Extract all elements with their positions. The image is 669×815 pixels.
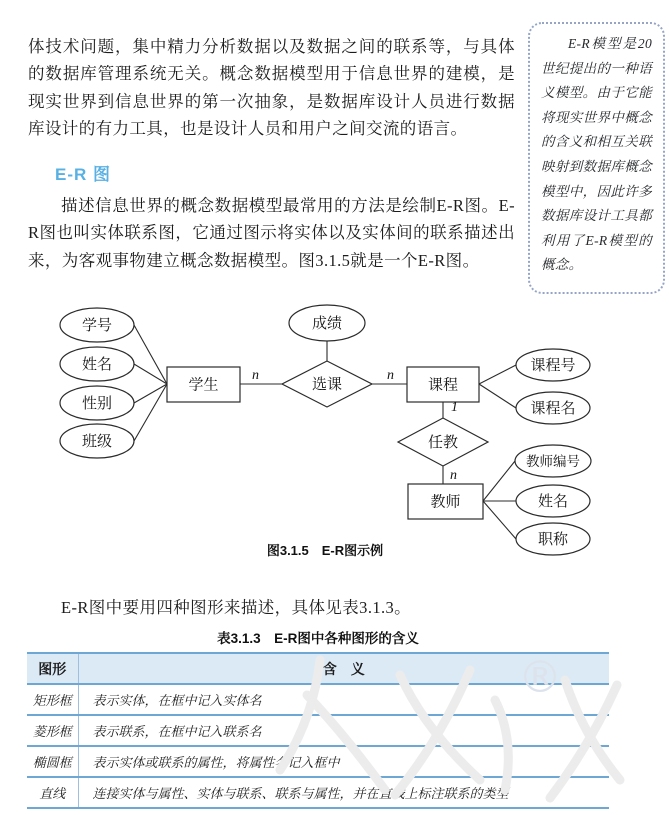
diagram-node-attr-course-name xyxy=(516,392,590,424)
cardinality-label: 1 xyxy=(451,400,458,415)
connector-line xyxy=(483,501,516,539)
node-label: 学生 xyxy=(188,377,219,394)
node-label: 学号 xyxy=(81,318,113,334)
node-label: 姓名 xyxy=(81,357,113,373)
table-row xyxy=(27,777,609,808)
connector-line xyxy=(479,384,516,408)
figure-caption: 图3.1.5 E-R图示例 xyxy=(266,543,384,558)
table-row xyxy=(27,715,609,746)
body-paragraph-1: 体技术问题，集中精力分析数据以及数据之间的联系等，与具体的数据库管理系统无关。概念数据模型用于信息世界的建模，是现实世界到信息世界的第一次抽象，是数据库设计人员进行数据库设计的有力工具，也是设计人员和用户之间交流的语言。 xyxy=(28,36,515,138)
diagram-node-relation-course-selection xyxy=(282,361,372,407)
diagram-node-relation-teaching xyxy=(398,418,488,466)
body-paragraph-3: E-R图中要用四种图形来描述，具体见表3.1.3。 xyxy=(61,597,412,617)
node-label: 班级 xyxy=(81,434,113,450)
table-caption: 表3.1.3 E-R图中各种图形的含义 xyxy=(217,631,419,646)
node-label: 职称 xyxy=(537,532,569,548)
node-label: 性别 xyxy=(81,396,113,412)
diagram-node-attr-course-id xyxy=(516,349,590,381)
node-label: 课程 xyxy=(427,377,459,394)
diagram-node-attr-student-gender xyxy=(60,386,134,420)
connector-line xyxy=(134,364,167,384)
diagram-node-entity-student xyxy=(167,367,240,402)
node-label: 姓名 xyxy=(537,494,569,510)
diagram-node-attr-teacher-name xyxy=(516,485,590,517)
node-label: 课程号 xyxy=(530,358,576,374)
node-label: 选课 xyxy=(311,377,343,393)
shapes-meaning-table xyxy=(27,652,609,809)
diagram-node-entity-teacher xyxy=(408,484,483,519)
diagram-node-entity-course xyxy=(407,367,479,402)
diagram-node-attr-student-id xyxy=(60,308,134,342)
cell-shape-meaning: 表示联系，在框中记入联系名 xyxy=(78,715,609,746)
connector-line xyxy=(134,384,167,441)
cell-shape-name: 直线 xyxy=(27,777,78,808)
cell-shape-meaning: 表示实体或联系的属性，将属性名记入框中 xyxy=(78,746,609,777)
cardinality-label: n xyxy=(252,368,259,383)
margin-note-box xyxy=(528,22,665,294)
node-label: 任教 xyxy=(427,435,459,451)
connector-line xyxy=(483,461,515,501)
diagram-node-attr-student-class xyxy=(60,424,134,458)
node-label: 教师 xyxy=(430,494,461,511)
table-header-row xyxy=(27,653,609,684)
margin-note-text: E-R模型是20世纪提出的一种语义模型。由于它能将现实世界中概念的含义和相互关联映射到数据库概念模型中，因此许多数据库设计工具都利用了E-R模型的概念。 xyxy=(541,36,652,273)
er-diagram-figure xyxy=(40,297,620,564)
cell-shape-name: 菱形框 xyxy=(27,715,78,746)
er-diagram-canvas xyxy=(40,297,620,559)
diagram-node-attr-teacher-id xyxy=(515,445,591,477)
connector-line xyxy=(134,325,167,384)
cell-shape-name: 矩形框 xyxy=(27,684,78,715)
diagram-node-attr-grade xyxy=(289,305,365,341)
table-row xyxy=(27,684,609,715)
connector-line xyxy=(479,365,516,384)
node-label: 成绩 xyxy=(311,316,343,332)
cell-shape-meaning: 表示实体，在框中记入实体名 xyxy=(78,684,609,715)
node-label: 课程名 xyxy=(530,401,576,417)
diagram-node-attr-student-name xyxy=(60,347,134,381)
cell-shape-meaning: 连接实体与属性、实体与联系、联系与属性，并在直线上标注联系的类型 xyxy=(78,777,609,808)
section-heading-er-diagram: E-R 图 xyxy=(55,165,111,184)
cardinality-label: n xyxy=(450,468,457,483)
registered-trademark-icon: ® xyxy=(518,652,562,703)
body-paragraph-2: 描述信息世界的概念数据模型最常用的方法是绘制E-R图。E-R图也叫实体联系图，它通过图示将实体以及实体间的联系描述出来，为客观事物建立概念数据模型。图3.1.5就是一个E-R图。 xyxy=(28,195,515,270)
column-header-shape: 图形 xyxy=(27,653,78,684)
column-header-meaning: 含 义 xyxy=(78,653,609,684)
cell-shape-name: 椭圆框 xyxy=(27,746,78,777)
node-label: 教师编号 xyxy=(526,454,580,469)
table-row xyxy=(27,746,609,777)
cardinality-label: n xyxy=(387,368,394,383)
